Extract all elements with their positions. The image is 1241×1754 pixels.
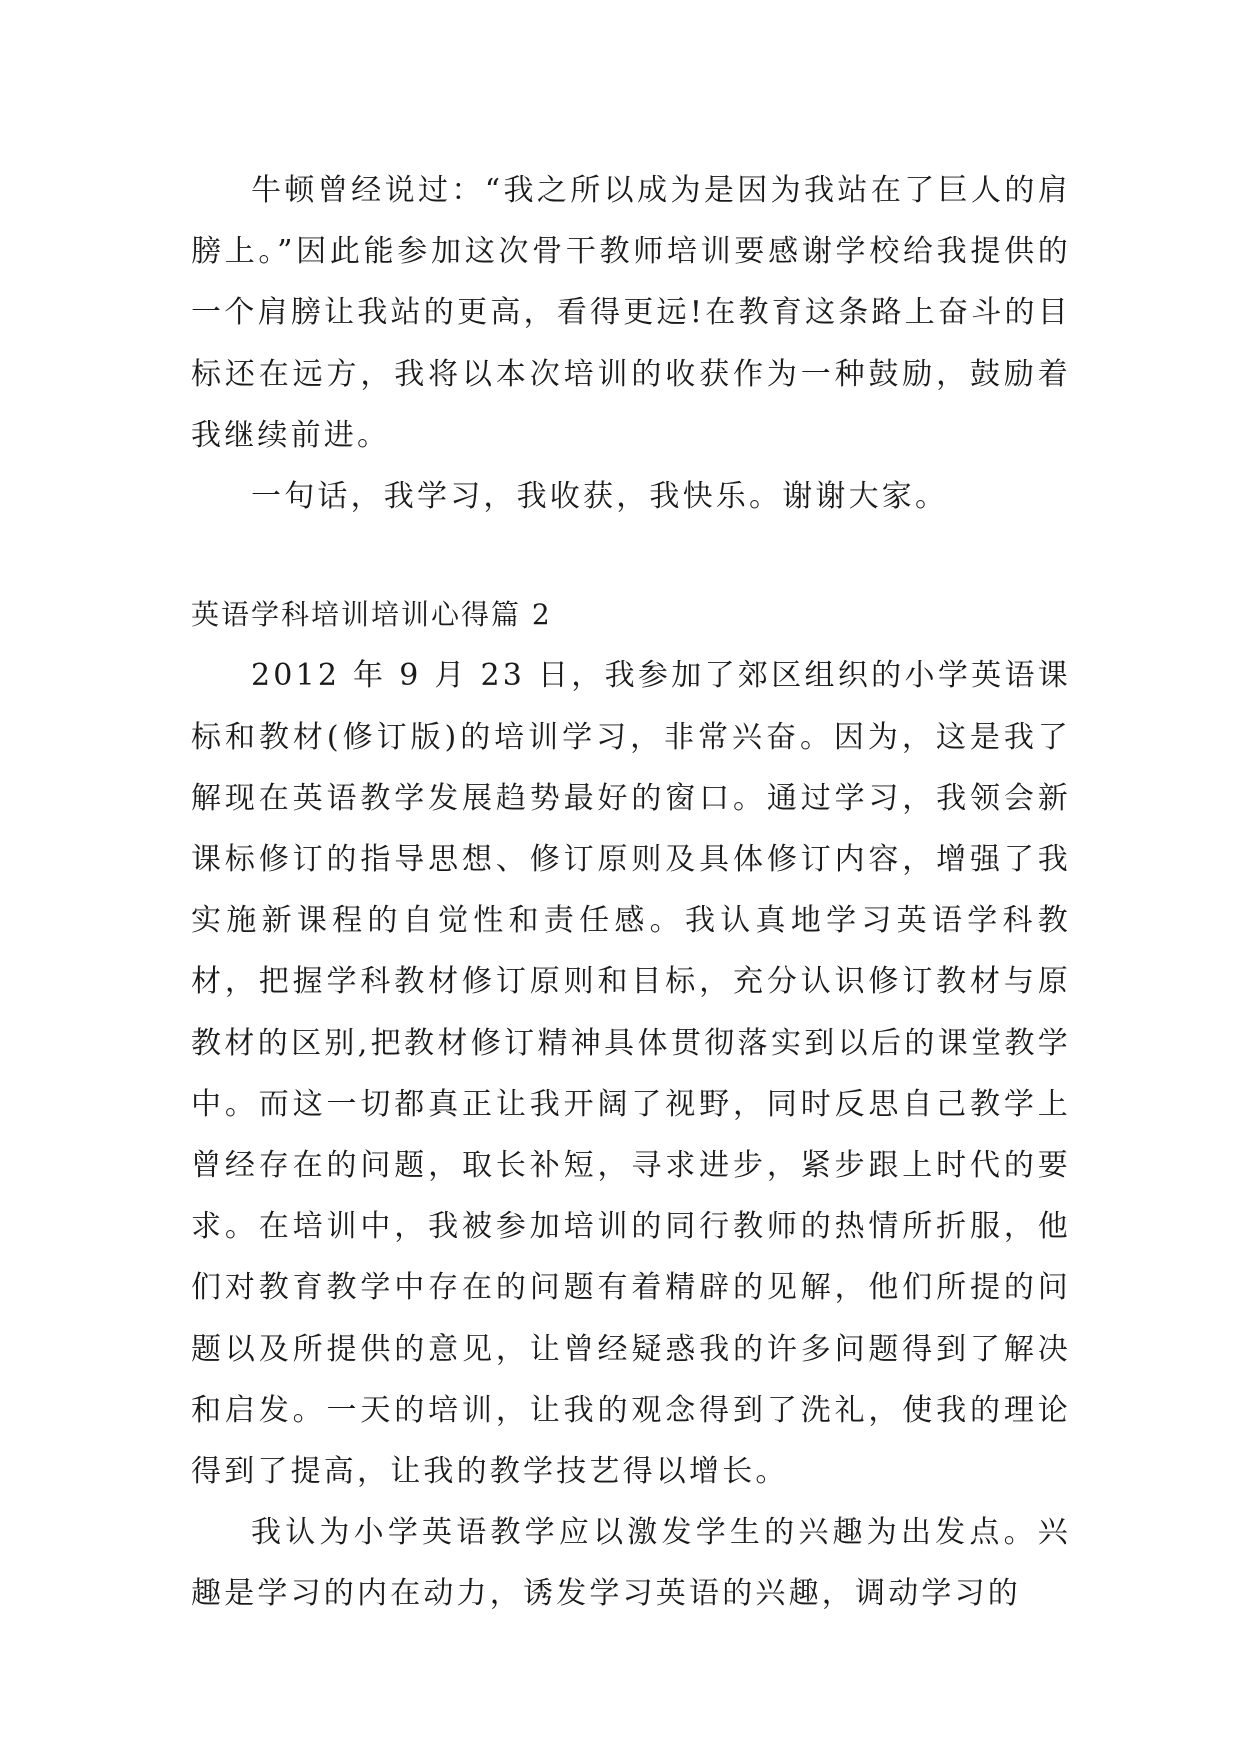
document-page <box>191 160 1071 1625</box>
body-paragraph: 牛顿曾经说过：“我之所以成为是因为我站在了巨人的肩膀上。”因此能参加这次骨干教师培训要感谢学校给我提供的一个肩膀让我站的更高，看得更远!在教育这条路上奋斗的目标还在远方，我将以本次培训的收获作为一种鼓励，鼓励着我继续前进。 <box>191 173 1071 453</box>
body-paragraph: 2012 年 9 月 23 日，我参加了郊区组织的小学英语课标和教材(修订版)的培训学习，非常兴奋。因为，这是我了解现在英语教学发展趋势最好的窗口。通过学习，我领会新课标修订的指导思想、修订原则及具体修订内容，增强了我实施新课程的自觉性和责任感。我认真地学习英语学科教材，把握学科教材修订原则和目标，充分认识修订教材与原教材的区别,把教材修订精神具体贯彻落实到以后的课堂教学中。而这一切都真正让我开阔了视野，同时反思自己教学上曾经存在的问题，取长补短，寻求进步，紧步跟上时代的要求。在培训中，我被参加培训的同行教师的热情所折服，他们对教育教学中存在的问题有着精辟的见解，他们所提的问题以及所提供的意见，让曾经疑惑我的许多问题得到了解决和启发。一天的培训，让我的观念得到了洗礼，使我的理论得到了提高，让我的教学技艺得以增长。 <box>191 658 1071 1490</box>
section-spacer <box>191 527 1071 584</box>
body-paragraph: 我认为小学英语教学应以激发学生的兴趣为出发点。兴趣是学习的内在动力，诱发学习英语的兴趣，调动学习的 <box>191 1515 1071 1612</box>
section-heading: 英语学科培训培训心得篇 2 <box>191 598 552 632</box>
body-paragraph: 一句话，我学习，我收获，我快乐。谢谢大家。 <box>251 479 949 515</box>
